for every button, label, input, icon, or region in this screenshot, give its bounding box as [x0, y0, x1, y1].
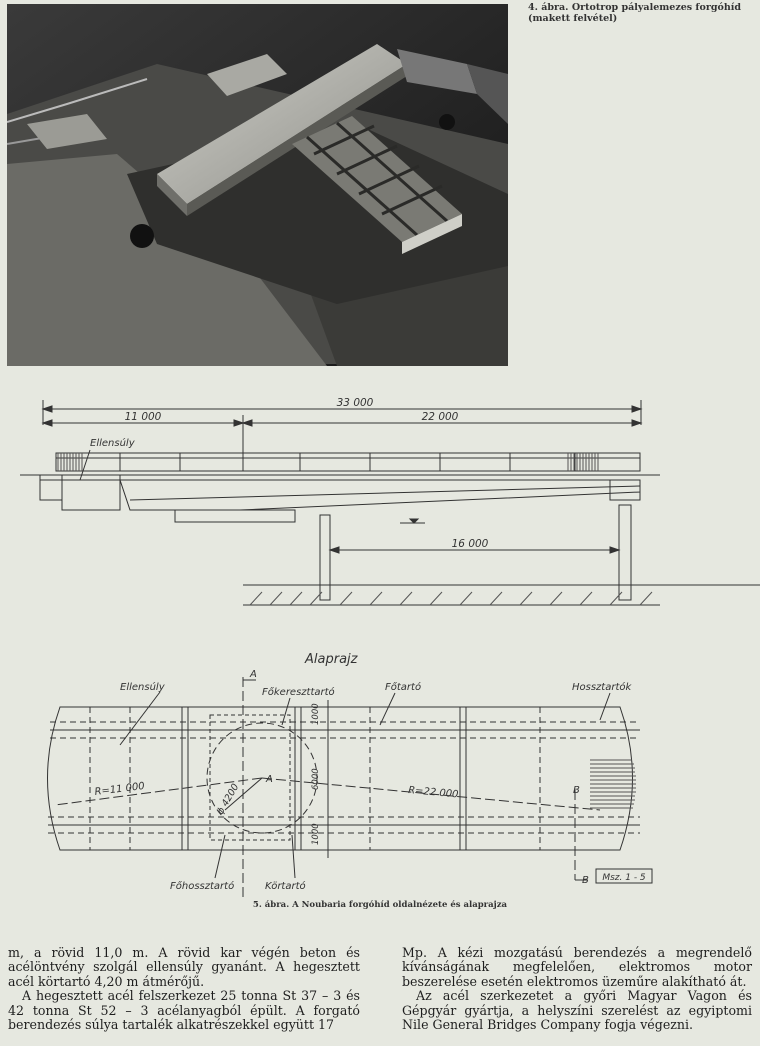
main-longitudinal-label: Főhossztartó — [170, 881, 235, 892]
side-counterweight-label: Ellensúly — [90, 438, 135, 449]
plan-counterweight-label: Ellensúly — [120, 682, 165, 693]
section-a-top: A — [250, 669, 257, 680]
plan-title: Alaprajz — [305, 652, 358, 667]
dim-span: 16 000 — [451, 538, 489, 550]
main-girder-label: Főtartó — [385, 682, 422, 693]
technical-drawing — [0, 380, 760, 900]
radius-long: R=22 000 — [407, 785, 459, 801]
section-b-top: B — [573, 785, 580, 796]
dim-long: 22 000 — [421, 411, 459, 423]
text-column-left — [8, 946, 360, 1032]
figure4-title: Ortotrop pályalemezes forgóhíd — [571, 2, 741, 13]
cross-girder-label: Főkereszttartó — [262, 687, 335, 698]
stringers-label: Hossztartók — [572, 682, 632, 693]
dim-1000-bottom: 1000 — [311, 823, 321, 845]
text-column-right — [402, 946, 752, 1032]
paragraph: A hegesztett acél felszerkezet 25 tonna St 37 – 3 és 42 tonna St 52 – 3 acélanyagból épült. A forgató berendezés súlya tartalék alkatrészekkel együtt 17 — [8, 988, 360, 1033]
figure4-caption — [528, 2, 753, 24]
bridge-model-photo — [7, 4, 508, 366]
figure4-subtitle: (makett felvétel) — [528, 13, 618, 24]
scale-box-label: Msz. 1 - 5 — [602, 873, 646, 883]
ring-diameter: ϕ 4200 — [215, 782, 242, 817]
dim-total: 33 000 — [336, 397, 374, 409]
paragraph: Mp. A kézi mozgatású berendezés a megrendelő kívánságának megfelelően, elektromos motor beszerelése esetén elektromos üzeműre alakítható át. — [402, 945, 752, 989]
figure4-label-text: 4. ábra. — [528, 2, 569, 13]
dim-short: 11 000 — [124, 411, 162, 423]
paragraph: Az acél szerkezetet a győri Magyar Vagon és Gépgyár gyártja, a helyszíni szerelést az egyiptomi Nile General Bridges Company fogja végezni. — [402, 988, 752, 1033]
dim-1000-top: 1000 — [311, 703, 321, 725]
radius-short: R=11 000 — [94, 780, 146, 798]
dim-6000: 6000 — [311, 768, 321, 790]
section-a-center: A — [266, 774, 273, 785]
paragraph: m, a rövid 11,0 m. A rövid kar végén beton és acélöntvény szolgál ellensúly gyanánt. A hegesztett acél körtartó 4,20 m átmérőjű. — [8, 945, 360, 989]
section-b-bottom: B — [582, 875, 589, 886]
ring-girder-label: Körtartó — [265, 881, 306, 892]
figure5-caption: 5. ábra. A Noubaria forgóhíd oldalnézete és alaprajza — [252, 900, 508, 910]
